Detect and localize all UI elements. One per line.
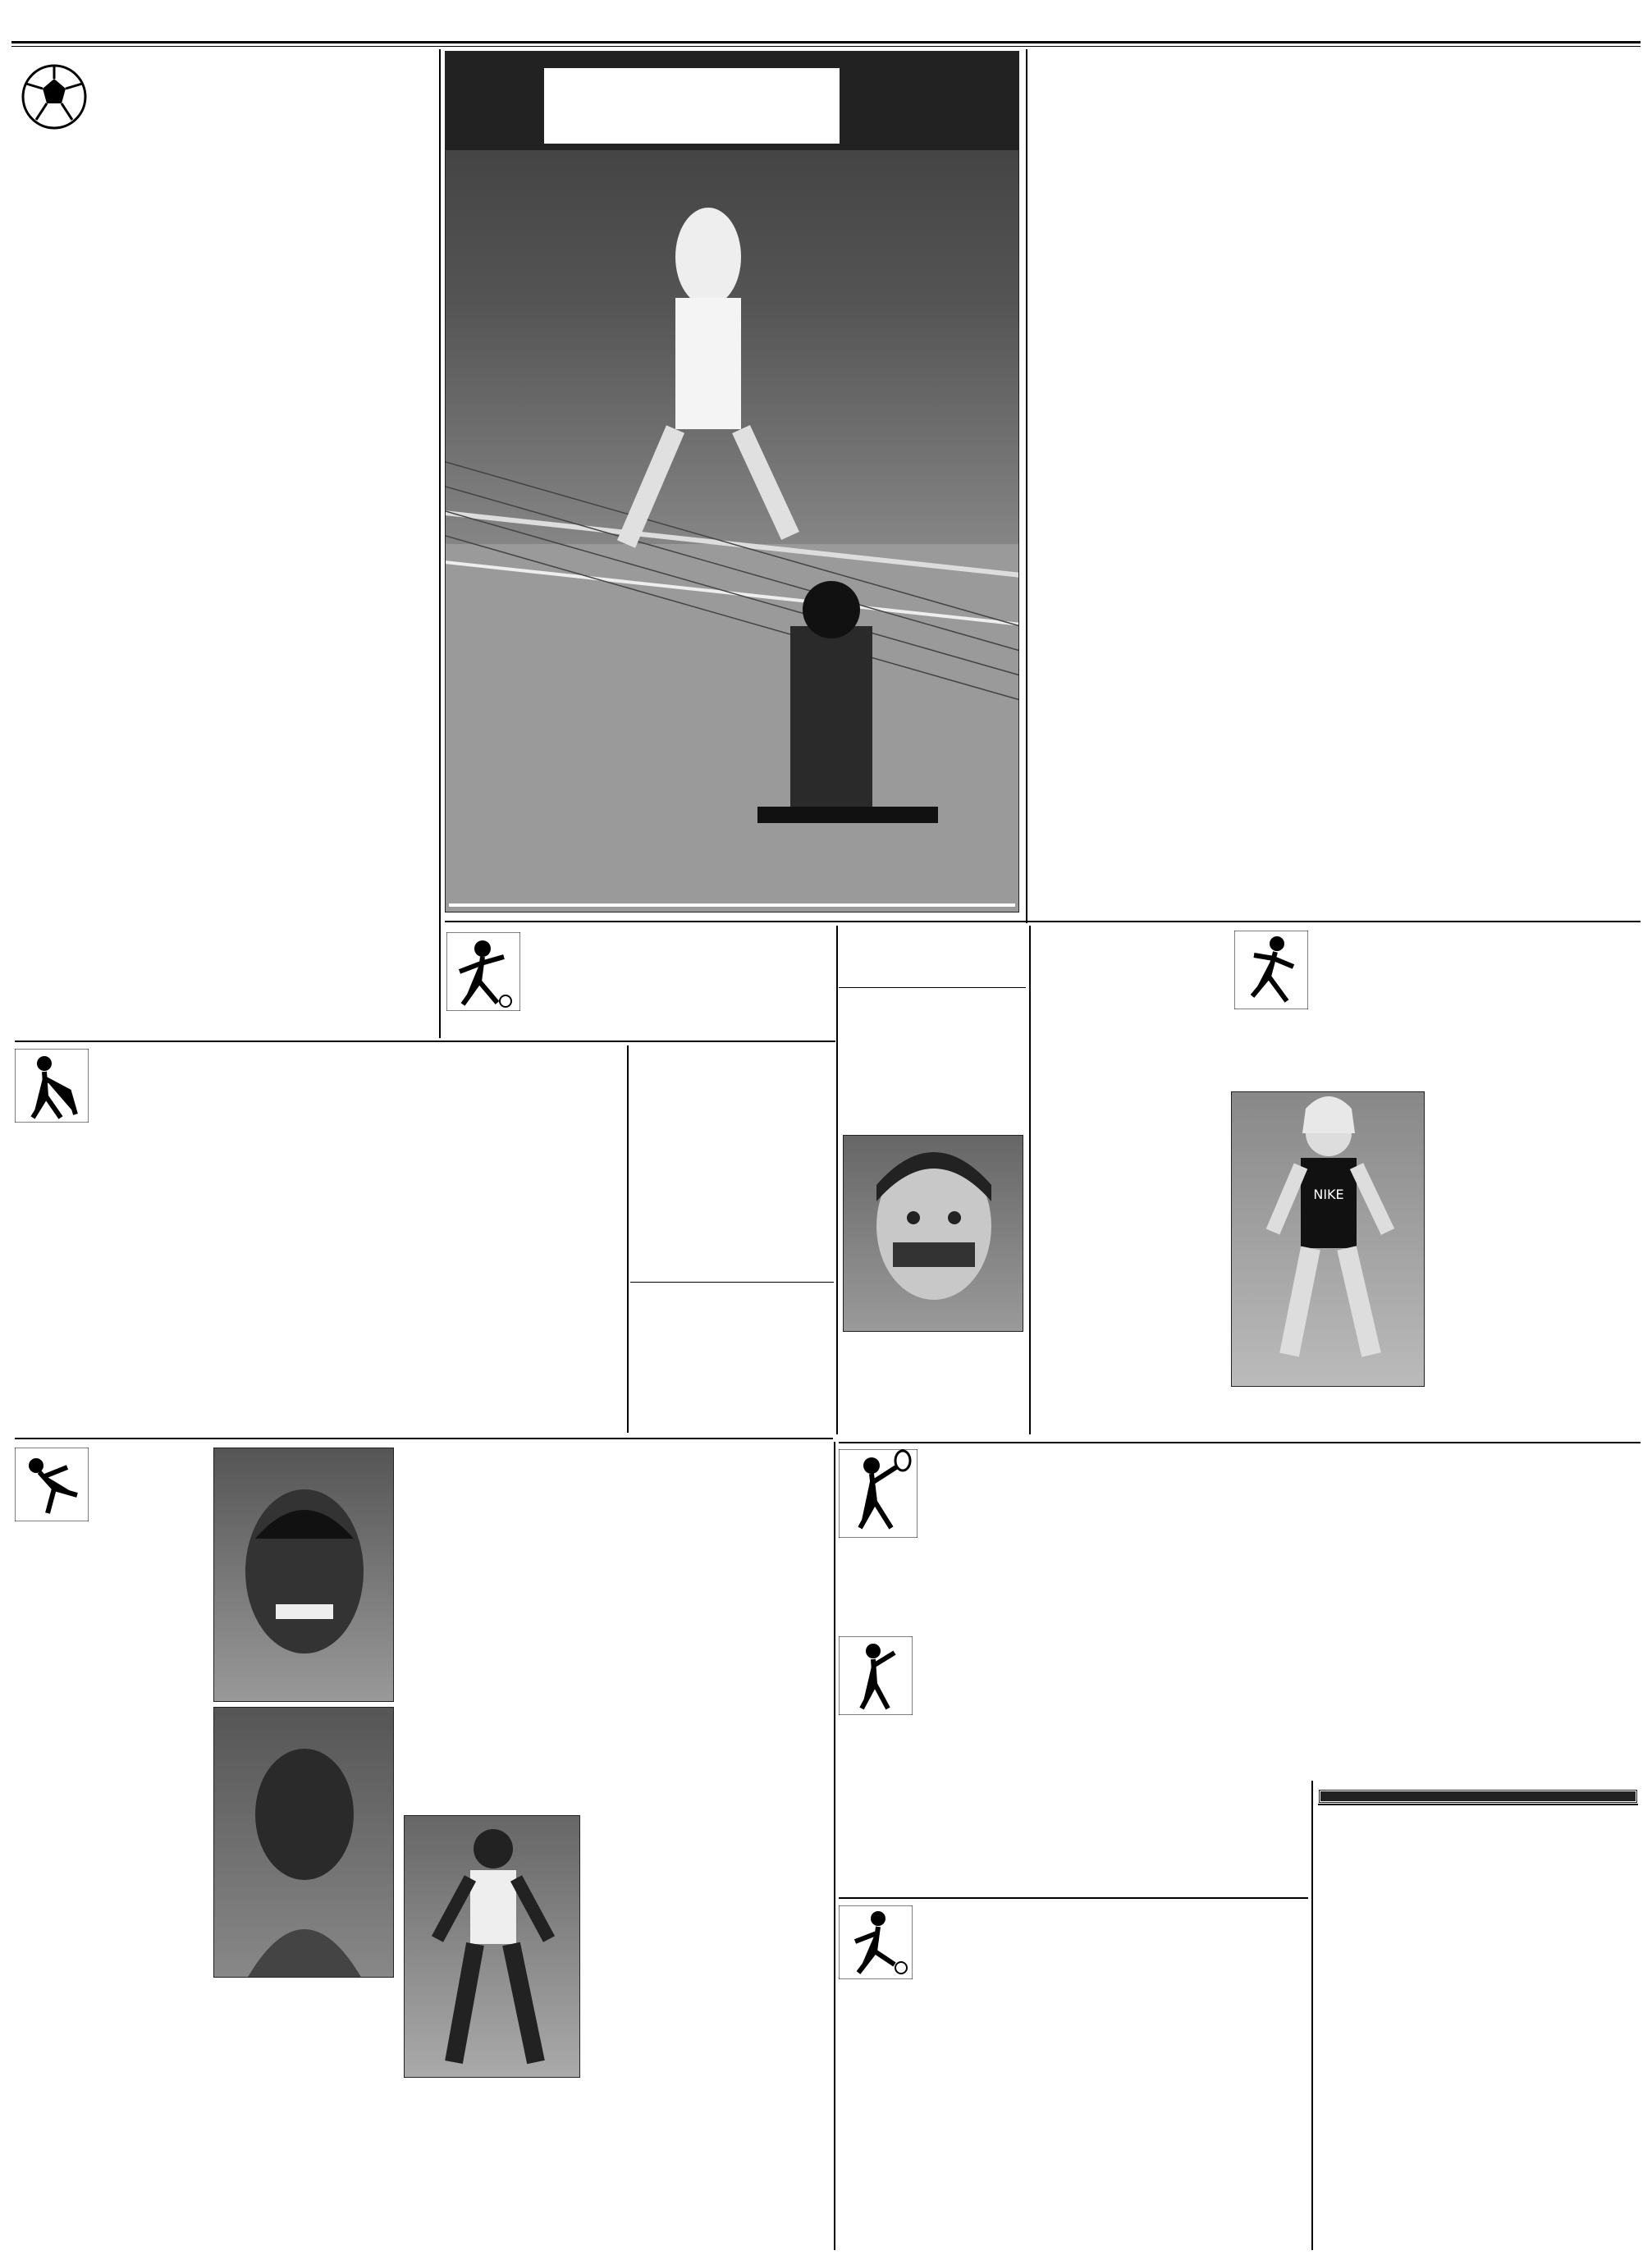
- spitz-portrait-icon: [844, 1136, 1023, 1332]
- col-rule-7: [834, 1442, 835, 2250]
- bff-article: [15, 53, 433, 1033]
- tennis-server-icon: [839, 1636, 913, 1715]
- krabbe-photo: [1231, 1091, 1425, 1387]
- lankan-body: [1032, 61, 1640, 832]
- row-rule-1: [445, 921, 1641, 922]
- long-jumper-icon: [15, 1448, 89, 1521]
- spitz-photo: [843, 1135, 1023, 1332]
- football-logo-icon: [15, 56, 94, 144]
- col-rule-3: [836, 926, 838, 1434]
- korea-a-article: [632, 1287, 833, 1434]
- lewis-article: [15, 1444, 833, 2248]
- ben-body: [632, 1052, 833, 1200]
- masthead-rule-2: [11, 46, 1641, 47]
- morris-column: [840, 926, 1025, 991]
- dutch-article: [15, 1045, 622, 1431]
- masthead: [11, 8, 1641, 41]
- kaiser-article: [839, 1902, 1308, 2248]
- davis-cup-caption: [449, 903, 1015, 907]
- johnson-runner-icon: [405, 1816, 580, 2078]
- johnson-photo: [404, 1815, 580, 2078]
- bff-logo-image: [15, 56, 94, 144]
- row-rule-3: [15, 1041, 835, 1042]
- hockey-player-icon: [15, 1049, 89, 1123]
- col-rule-1: [439, 49, 441, 1038]
- tidbits-panel: [1313, 1785, 1640, 2251]
- lewis-photo: [213, 1448, 394, 1702]
- col-rule-2: [1026, 49, 1027, 923]
- col-rule-5: [1029, 926, 1031, 1434]
- bff-body: [100, 56, 433, 934]
- ben-article: [632, 1052, 833, 1224]
- krabbe-runner-icon: [1232, 1092, 1425, 1387]
- morris-headline: [840, 926, 1025, 937]
- lewis-portrait-icon: [214, 1448, 394, 1702]
- soccer-kick-icon: [839, 1905, 913, 1979]
- soccer-player-icon: [446, 932, 520, 1011]
- row-rule-6: [839, 1897, 1308, 1899]
- lankan-article: [1032, 53, 1640, 922]
- ben-rule: [630, 1282, 834, 1283]
- sprinter-icon: [1234, 931, 1308, 1009]
- davis-cup-photo: [445, 51, 1019, 913]
- svg-text:NIKE: NIKE: [1313, 1187, 1344, 1202]
- lewis-body-2: [404, 1448, 833, 1809]
- masthead-rule: [11, 41, 1641, 43]
- row-rule-4: [15, 1438, 833, 1439]
- morris-body: [1036, 931, 1224, 1374]
- burrell-portrait-icon: [214, 1708, 394, 1978]
- dutch-body: [94, 1045, 622, 1357]
- edberg-main: [839, 1633, 1308, 1896]
- korea-a-body: [632, 1287, 833, 1377]
- burrell-photo: [213, 1707, 394, 1978]
- lewis-body: [15, 1448, 204, 2170]
- lewis-body-3: [404, 2083, 580, 2214]
- kaiser-body: [918, 1902, 1308, 2206]
- row-rule-2: [839, 1442, 1641, 1443]
- tennis-player-icon: [839, 1449, 918, 1538]
- col-rule-6: [627, 1045, 629, 1433]
- edberg-body: [918, 1633, 1308, 1855]
- tennis-scene-icon: [446, 52, 1019, 913]
